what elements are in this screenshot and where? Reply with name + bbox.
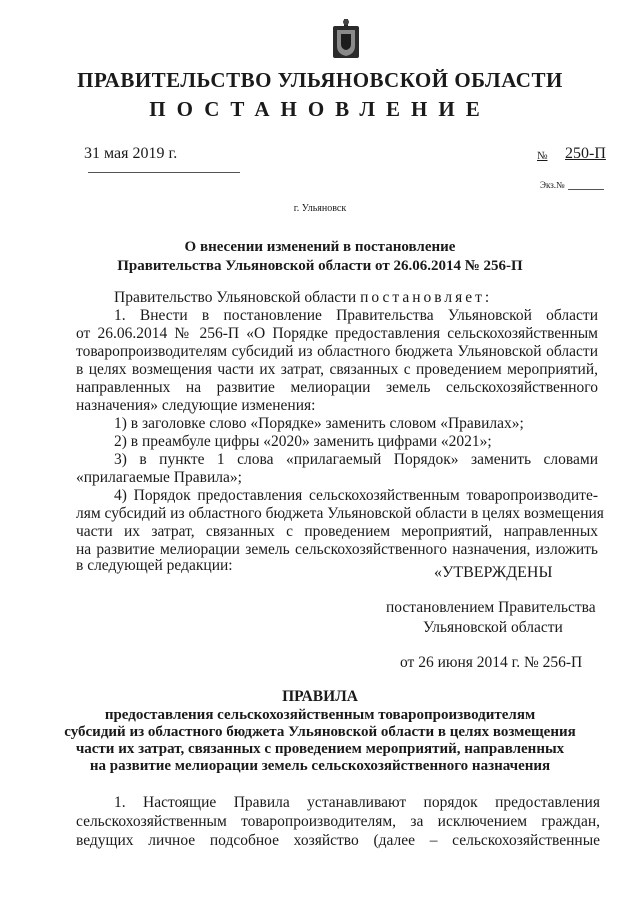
body-line: на развитие мелиорации земель сельскохозяйственного назначения, изложить	[76, 541, 598, 558]
rules-text-line: сельскохозяйственным товаропроизводителям, за исключением граждан,	[76, 813, 600, 830]
body-line: назначения» следующие изменения:	[76, 397, 316, 414]
body-line: части их затрат, связанных с проведением мероприятий, направленных	[76, 523, 598, 540]
rules-subtitle-line: субсидий из областного бюджета Ульяновской области в целях возмещения	[64, 724, 576, 740]
body-line: лям субсидий из областного бюджета Ульяновской области в целях возмещения	[76, 505, 604, 522]
body-line: 1. Внести в постановление Правительства Ульяновской области	[114, 307, 598, 324]
preamble-verb: постановляет:	[360, 289, 493, 306]
coat-of-arms-icon	[331, 18, 361, 60]
rules-text-line: 1. Настоящие Правила устанавливают порядок предоставления	[114, 794, 600, 811]
rules-subtitle-line: предоставления сельскохозяйственным товаропроизводителям	[104, 707, 536, 723]
body-line: в целях возмещения части их затрат, связанных с проведением мероприятий,	[76, 361, 598, 378]
document-type-title: ПОСТАНОВЛЕНИЕ	[149, 97, 491, 121]
body-line: в следующей редакции:	[76, 557, 233, 574]
number-label: №	[537, 150, 548, 162]
document-number: 250-П	[565, 145, 606, 162]
government-title: ПРАВИТЕЛЬСТВО УЛЬЯНОВСКОЙ ОБЛАСТИ	[77, 68, 563, 92]
body-line: направленных на развитие мелиорации земель сельскохозяйственного	[76, 379, 598, 396]
subject-line: Правительства Ульяновской области от 26.06.2014 № 256-П	[117, 258, 523, 274]
rules-text-line: ведущих личное подсобное хозяйство (далее – сельскохозяйственные	[76, 832, 600, 849]
rules-subtitle	[40, 707, 600, 775]
rules-title: ПРАВИЛА	[282, 688, 358, 705]
document-date: 31 мая 2019 г.	[84, 145, 178, 162]
copy-number-line	[568, 189, 604, 190]
city: г. Ульяновск	[293, 203, 347, 214]
approved-stamp: «УТВЕРЖДЕНЫ	[434, 564, 553, 581]
rules-subtitle-line: части их затрат, связанных с проведением мероприятий, направленных	[75, 741, 565, 757]
rules-subtitle-line: на развитие мелиорации земель сельскохозяйственного назначения	[89, 758, 551, 774]
copy-number-label: Экз.№	[540, 180, 565, 190]
approved-by-line: Ульяновской области	[423, 619, 563, 636]
body-line: 2) в преамбуле цифры «2020» заменить цифрами «2021»;	[114, 433, 492, 450]
approved-by-line: постановлением Правительства	[386, 599, 596, 616]
body-line: от 26.06.2014 № 256-П «О Порядке предоставления сельскохозяйственным	[76, 325, 598, 342]
body-line: 1) в заголовке слово «Порядке» заменить словом «Правилах»;	[114, 415, 524, 432]
body-line: товаропроизводителям субсидий из областного бюджета Ульяновской области	[76, 343, 598, 360]
body-line: «прилагаемые Правила»;	[76, 469, 242, 486]
approved-date-line: от 26 июня 2014 г. № 256-П	[400, 654, 583, 671]
body-line: 4) Порядок предоставления сельскохозяйственным товаропроизводите-	[114, 487, 598, 504]
body-line: 3) в пункте 1 слова «прилагаемый Порядок» заменить словами	[114, 451, 598, 468]
date-underline	[88, 172, 240, 173]
preamble-text: Правительство Ульяновской области	[114, 289, 361, 306]
subject-line: О внесении изменений в постановление	[184, 239, 456, 255]
preamble	[114, 288, 492, 308]
document-subject	[90, 238, 550, 276]
